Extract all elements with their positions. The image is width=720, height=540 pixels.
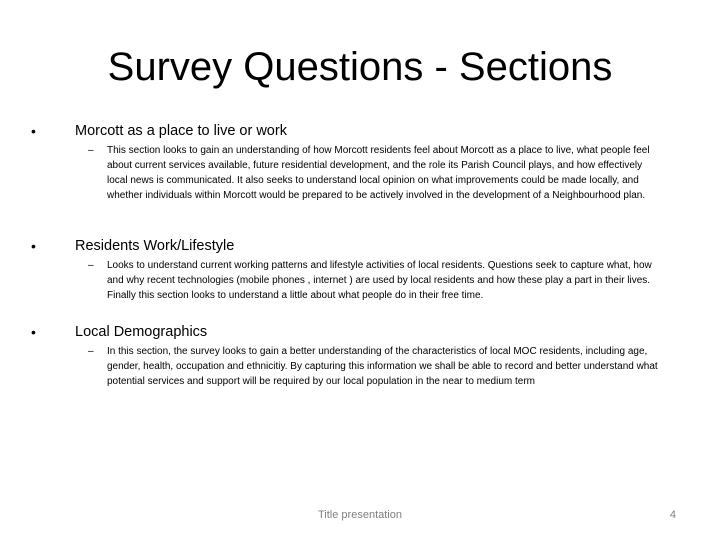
section-heading: Residents Work/Lifestyle xyxy=(75,238,235,254)
section-heading: Morcott as a place to live or work xyxy=(75,123,287,139)
dash-marker: – xyxy=(88,260,94,271)
footer-title: Title presentation xyxy=(318,509,402,521)
section-heading: Local Demographics xyxy=(75,324,208,340)
page-number: 4 xyxy=(669,509,676,521)
section-text: Looks to understand current working patterns and lifestyle activities of local residents. Questions seek to capture what, how and why recent technologies (mobile phones , internet ) are used by local residents and how these play a part in their lives. Finally this section looks to understand a little about what people do in their free time. xyxy=(107,260,652,301)
section-text: This section looks to gain an understanding of how Morcott residents feel about Morcott as a place to live, what people feel about current services available, future residential development, and the role its Parish Council plays, and how effectively local news is communicated. It also seeks to understand local opinion on what improvements could be made locally, and whether individuals within Morcott would be prepared to be actively involved in the development of a Neighbourhood plan. xyxy=(107,145,650,201)
bullet-marker: • xyxy=(31,123,36,139)
dash-marker: – xyxy=(88,145,94,156)
section-text: In this section, the survey looks to gain a better understanding of the characteristics of local MOC residents, including age, gender, health, occupation and ethnicitiy. By capturing this information we shall be able to record and better understand what potential services and support will be required by our local population in the near to medium term xyxy=(107,346,658,387)
slide-title: Survey Questions - Sections xyxy=(107,45,613,89)
dash-marker: – xyxy=(88,346,94,357)
bullet-marker: • xyxy=(31,238,36,254)
bullet-marker: • xyxy=(31,324,36,340)
